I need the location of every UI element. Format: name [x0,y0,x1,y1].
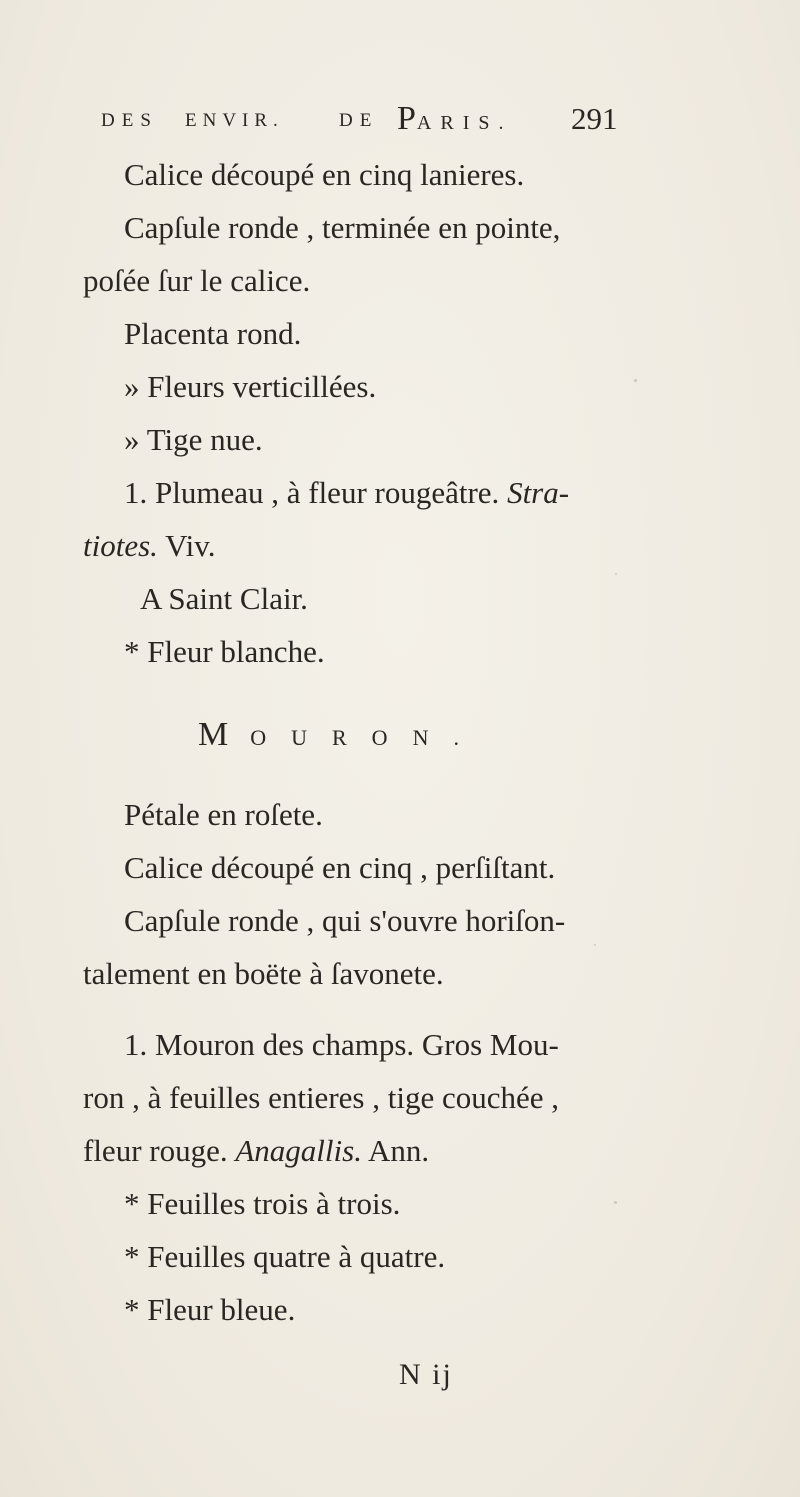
text-line [124,474,569,512]
species-entry: 1. Plumeau , à fleur rougeâtre. [124,475,500,510]
latin-name: Anagallis. [235,1133,362,1168]
paper-speck [594,944,596,946]
header-paris-capital: P [397,100,417,137]
paper-speck [634,379,637,382]
text-span: fleur rouge. [83,1133,228,1168]
text-line: poſée ſur le calice. [83,263,311,298]
duration-abbrev: Ann. [368,1133,430,1168]
text-line: Calice découpé en cinq lanieres. [124,157,525,192]
header-paris [397,100,513,138]
header-paris-smallcaps: ARIS. [416,112,513,134]
text-line: Placenta rond. [124,316,302,351]
text-line [83,527,216,565]
text-line: * Feuilles trois à trois. [124,1186,401,1221]
text-line: » Fleurs verticillées. [124,369,377,404]
duration-abbrev: Viv. [165,528,216,563]
section-title [198,716,484,754]
text-line: Pétale en roſete. [124,797,323,832]
latin-name: Stra- [507,475,570,510]
text-line: Capſule ronde , qui s'ouvre horiſon- [124,903,566,938]
section-title-initial: M [198,716,229,753]
text-line: » Tige nue. [124,422,263,457]
latin-name: tiotes. [83,528,158,563]
text-line: Calice découpé en cinq , perſiſtant. [124,850,556,885]
text-line: * Fleur blanche. [124,634,325,669]
text-line: A Saint Clair. [140,581,308,616]
paper-speck [615,573,617,575]
text-line: talement en boëte à ſavonete. [83,956,444,991]
paper-speck [614,1201,617,1204]
header-environs: ENVIR. [185,110,284,131]
header-de: DE [339,110,379,131]
text-line: ron , à feuilles entieres , tige couchée , [83,1080,559,1115]
text-line: Capſule ronde , terminée en pointe, [124,210,561,245]
text-line: 1. Mouron des champs. Gros Mou- [124,1027,559,1062]
section-title-rest: OURON. [250,725,484,750]
text-line [83,1132,429,1170]
page-number: 291 [571,101,618,136]
signature-mark: N ij [399,1358,453,1391]
running-header [101,100,631,142]
text-line: * Fleur bleue. [124,1292,296,1327]
text-line: * Feuilles quatre à quatre. [124,1239,446,1274]
header-des: DES [101,110,158,131]
